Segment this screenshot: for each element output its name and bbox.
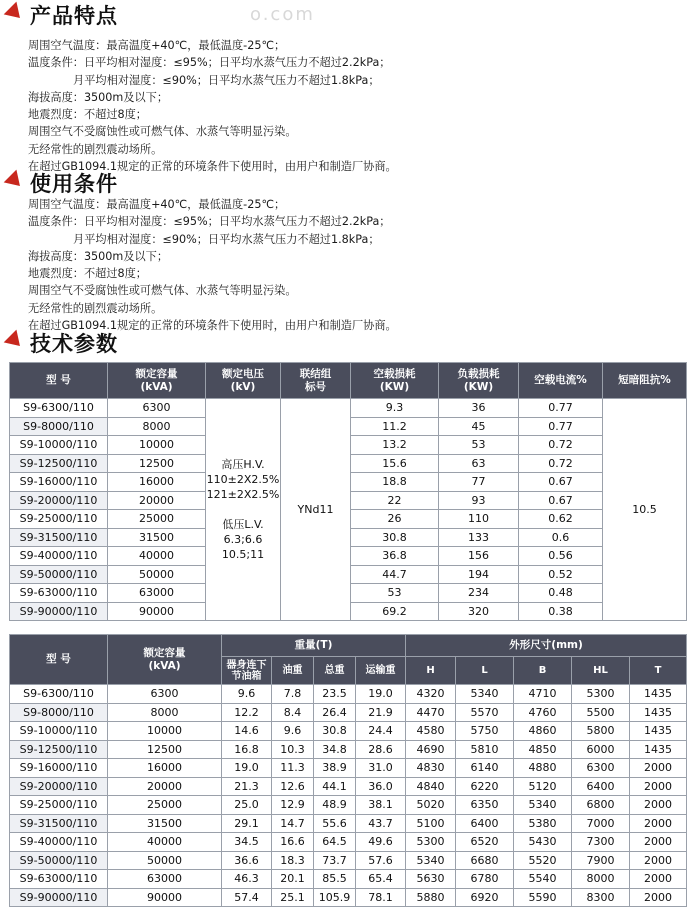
watermark: o.com [250,4,315,25]
table-row [10,399,687,418]
weight-cell: 19.0 [222,759,272,778]
dimension-cell: 5100 [406,814,456,833]
load-loss-cell: 133 [439,528,519,547]
capacity-cell: 31500 [108,814,222,833]
load-loss-cell: 93 [439,491,519,510]
model-cell: S9-10000/110 [10,722,108,741]
table1-header-cell: 型 号 [10,363,108,399]
no-load-current-cell: 0.72 [519,436,603,455]
dimension-cell: 6350 [456,796,514,815]
weight-cell: 85.5 [314,870,356,889]
weight-cell: 24.4 [356,722,406,741]
text-line: 海拔高度：3500m及以下； [28,90,169,104]
dimension-cell: 2000 [630,888,687,907]
params-heading: 技术参数 [6,330,118,356]
dimension-cell: 4860 [514,722,572,741]
dimension-cell: 4880 [514,759,572,778]
no-load-current-cell: 0.56 [519,547,603,566]
model-cell: S9-63000/110 [10,870,108,889]
load-loss-cell: 36 [439,399,519,418]
weight-cell: 105.9 [314,888,356,907]
no-load-current-cell: 0.72 [519,454,603,473]
weight-cell: 10.3 [272,740,314,759]
model-cell: S9-40000/110 [10,547,108,566]
model-cell: S9-40000/110 [10,833,108,852]
capacity-cell: 6300 [108,399,206,418]
dimension-cell: 5340 [406,851,456,870]
electrical-params-table [9,362,687,621]
dimension-cell: 2000 [630,851,687,870]
dimension-cell: 6400 [456,814,514,833]
dim-subheader: L [456,657,514,685]
dimension-cell: 5540 [514,870,572,889]
table1-header-cell: 额定电压 (kV) [206,363,281,399]
dimension-cell: 6680 [456,851,514,870]
dim-subheader: HL [572,657,630,685]
dimension-cell: 1435 [630,722,687,741]
table-row [10,685,687,704]
table-row [10,703,687,722]
impedance-cell: 10.5 [603,399,687,621]
weight-cell: 12.6 [272,777,314,796]
table1-header-cell: 空载损耗 (KW) [351,363,439,399]
load-loss-cell: 320 [439,602,519,621]
features-text [28,37,397,175]
no-load-loss-cell: 13.2 [351,436,439,455]
voltage-line: 110±2X2.5% [206,473,280,486]
no-load-current-cell: 0.67 [519,491,603,510]
table1-header-cell: 负载损耗 (KW) [439,363,519,399]
model-cell: S9-16000/110 [10,759,108,778]
dimension-cell: 2000 [630,870,687,889]
weight-cell: 48.9 [314,796,356,815]
weight-cell: 57.4 [222,888,272,907]
table-row [10,851,687,870]
load-loss-cell: 156 [439,547,519,566]
text-line: 月平均相对湿度：≤90%；日平均水蒸气压力不超过1.8kPa； [73,73,380,87]
table-row [10,796,687,815]
capacity-cell: 90000 [108,888,222,907]
dimension-cell: 5300 [406,833,456,852]
dimension-cell: 5500 [572,703,630,722]
table-row [10,870,687,889]
weight-cell: 20.1 [272,870,314,889]
no-load-current-cell: 0.6 [519,528,603,547]
model-cell: S9-25000/110 [10,796,108,815]
weight-cell: 14.6 [222,722,272,741]
weight-cell: 25.1 [272,888,314,907]
text-line: 周围空气不受腐蚀性或可燃气体、水蒸气等明显污染。 [28,125,297,139]
weight-cell: 18.3 [272,851,314,870]
dim-subheader: B [514,657,572,685]
dimension-cell: 7000 [572,814,630,833]
dimension-cell: 5880 [406,888,456,907]
weight-cell: 44.1 [314,777,356,796]
load-loss-cell: 53 [439,436,519,455]
capacity-cell: 90000 [108,602,206,621]
conditions-heading: 使用条件 [6,170,118,196]
dimension-cell: 8000 [572,870,630,889]
dimension-cell: 2000 [630,759,687,778]
load-loss-cell: 194 [439,565,519,584]
capacity-cell: 25000 [108,510,206,529]
table-row [10,833,687,852]
features-heading: 产品特点 [6,2,118,28]
capacity-cell: 16000 [108,473,206,492]
weight-cell: 9.6 [272,722,314,741]
dimension-cell: 6400 [572,777,630,796]
dimension-cell: 2000 [630,814,687,833]
dimension-cell: 4840 [406,777,456,796]
weight-cell: 46.3 [222,870,272,889]
dimension-cell: 5750 [456,722,514,741]
dimension-cell: 6520 [456,833,514,852]
text-line: 周围空气温度：最高温度+40℃，最低温度-25℃； [28,198,286,211]
weight-cell: 26.4 [314,703,356,722]
no-load-loss-cell: 22 [351,491,439,510]
table1-header-cell: 联结组 标号 [281,363,351,399]
model-cell: S9-31500/110 [10,528,108,547]
text-line: 周围空气不受腐蚀性或可燃气体、水蒸气等明显污染。 [28,284,297,298]
dimension-cell: 4470 [406,703,456,722]
capacity-cell: 31500 [108,528,206,547]
load-loss-cell: 234 [439,584,519,603]
dimension-cell: 7300 [572,833,630,852]
no-load-current-cell: 0.52 [519,565,603,584]
load-loss-cell: 45 [439,417,519,436]
weight-subheader: 总重 [314,657,356,685]
conditions-text [28,196,397,334]
weight-cell: 65.4 [356,870,406,889]
model-cell: S9-20000/110 [10,777,108,796]
no-load-loss-cell: 30.8 [351,528,439,547]
dimension-cell: 4710 [514,685,572,704]
table1-header-cell: 短暗阻抗% [603,363,687,399]
capacity-cell: 40000 [108,833,222,852]
text-line: 海拔高度：3500m及以下； [28,249,169,263]
table-row [10,740,687,759]
capacity-cell: 20000 [108,777,222,796]
dimension-cell: 1435 [630,703,687,722]
capacity-cell: 16000 [108,759,222,778]
dimension-cell: 6300 [572,759,630,778]
text-line: 月平均相对湿度：≤90%；日平均水蒸气压力不超过1.8kPa； [73,232,380,246]
dimension-cell: 6800 [572,796,630,815]
dimension-cell: 6000 [572,740,630,759]
weight-cell: 12.2 [222,703,272,722]
dimension-cell: 5340 [514,796,572,815]
table-row [10,759,687,778]
model-cell: S9-90000/110 [10,888,108,907]
weight-cell: 11.3 [272,759,314,778]
weight-cell: 14.7 [272,814,314,833]
voltage-line: 10.5;11 [221,548,265,561]
weight-subheader: 运输重 [356,657,406,685]
dimension-cell: 4580 [406,722,456,741]
dimension-cell: 5590 [514,888,572,907]
model-cell: S9-63000/110 [10,584,108,603]
dimension-cell: 5120 [514,777,572,796]
dimension-cell: 5020 [406,796,456,815]
no-load-current-cell: 0.48 [519,584,603,603]
weight-cell: 19.0 [356,685,406,704]
capacity-cell: 63000 [108,870,222,889]
dimension-cell: 5570 [456,703,514,722]
table2-header-weight: 重量(T) [222,635,406,657]
model-cell: S9-50000/110 [10,851,108,870]
red-triangle-icon [4,330,27,353]
dimension-cell: 7900 [572,851,630,870]
model-cell: S9-90000/110 [10,602,108,621]
capacity-cell: 40000 [108,547,206,566]
no-load-loss-cell: 44.7 [351,565,439,584]
table-row [10,814,687,833]
load-loss-cell: 63 [439,454,519,473]
dimension-cell: 1435 [630,685,687,704]
dimension-cell: 2000 [630,796,687,815]
text-line: 周围空气温度：最高温度+40℃，最低温度-25℃； [28,39,286,52]
capacity-cell: 20000 [108,491,206,510]
model-cell: S9-20000/110 [10,491,108,510]
table-row [10,722,687,741]
dimension-cell: 5630 [406,870,456,889]
capacity-cell: 10000 [108,436,206,455]
weight-cell: 38.9 [314,759,356,778]
weight-cell: 21.3 [222,777,272,796]
text-line: 在超过GB1094.1规定的正常的环境条件下使用时，由用户和制造厂协商。 [28,160,397,174]
model-cell: S9-6300/110 [10,685,108,704]
dimension-cell: 5300 [572,685,630,704]
model-cell: S9-12500/110 [10,454,108,473]
model-cell: S9-8000/110 [10,703,108,722]
dim-subheader: H [406,657,456,685]
model-cell: S9-8000/110 [10,417,108,436]
table-row [10,888,687,907]
rated-voltage-cell [206,399,281,621]
weight-cell: 29.1 [222,814,272,833]
no-load-current-cell: 0.38 [519,602,603,621]
capacity-cell: 12500 [108,740,222,759]
no-load-loss-cell: 36.8 [351,547,439,566]
model-cell: S9-31500/110 [10,814,108,833]
text-line: 无经常性的剧烈震动场所。 [28,301,163,315]
dimension-cell: 4690 [406,740,456,759]
capacity-cell: 50000 [108,565,206,584]
weight-cell: 7.8 [272,685,314,704]
table2-header-capacity: 额定容量 (kVA) [108,635,222,685]
dimension-cell: 5430 [514,833,572,852]
voltage-line: 6.3;6.6 [223,533,263,546]
dimension-cell: 1435 [630,740,687,759]
weight-cell: 64.5 [314,833,356,852]
dimension-cell: 4760 [514,703,572,722]
capacity-cell: 25000 [108,796,222,815]
no-load-current-cell: 0.62 [519,510,603,529]
text-line: 温度条件：日平均相对湿度：≤95%；日平均水蒸气压力不超过2.2kPa； [28,56,391,70]
weight-cell: 49.6 [356,833,406,852]
weight-cell: 38.1 [356,796,406,815]
dimension-cell: 4320 [406,685,456,704]
text-line: 在超过GB1094.1规定的正常的环境条件下使用时，由用户和制造厂协商。 [28,319,397,333]
dimension-cell: 5810 [456,740,514,759]
red-triangle-icon [4,170,27,193]
weight-cell: 16.6 [272,833,314,852]
table1-header-cell: 空载电流% [519,363,603,399]
dim-subheader: T [630,657,687,685]
weight-cell: 23.5 [314,685,356,704]
model-cell: S9-10000/110 [10,436,108,455]
dimension-cell: 5340 [456,685,514,704]
weight-cell: 9.6 [222,685,272,704]
no-load-loss-cell: 18.8 [351,473,439,492]
no-load-loss-cell: 9.3 [351,399,439,418]
dimension-cell: 5800 [572,722,630,741]
no-load-current-cell: 0.67 [519,473,603,492]
voltage-line: 高压H.V. [221,458,265,471]
weight-cell: 34.5 [222,833,272,852]
text-line: 地震烈度：不超过8度； [28,108,147,122]
no-load-loss-cell: 26 [351,510,439,529]
table2-header-model: 型 号 [10,635,108,685]
dimension-cell: 4850 [514,740,572,759]
dimension-cell: 6140 [456,759,514,778]
weight-cell: 30.8 [314,722,356,741]
weight-cell: 36.0 [356,777,406,796]
capacity-cell: 63000 [108,584,206,603]
capacity-cell: 10000 [108,722,222,741]
weight-cell: 31.0 [356,759,406,778]
voltage-line: 低压L.V. [222,518,264,531]
model-cell: S9-6300/110 [10,399,108,418]
weight-cell: 34.8 [314,740,356,759]
weight-subheader: 器身连下 节油箱 [222,657,272,685]
connection-group-cell: YNd11 [281,399,351,621]
red-triangle-icon [4,2,27,25]
weight-cell: 55.6 [314,814,356,833]
table1-header-cell: 额定容量 (kVA) [108,363,206,399]
dimension-cell: 5380 [514,814,572,833]
table-row [10,777,687,796]
table2-header-dims: 外形尺寸(mm) [406,635,687,657]
dimension-cell: 4830 [406,759,456,778]
dimension-cell: 6780 [456,870,514,889]
weight-cell: 78.1 [356,888,406,907]
dimension-cell: 2000 [630,833,687,852]
model-cell: S9-12500/110 [10,740,108,759]
capacity-cell: 12500 [108,454,206,473]
weight-cell: 12.9 [272,796,314,815]
dimension-cell: 8300 [572,888,630,907]
no-load-current-cell: 0.77 [519,417,603,436]
model-cell: S9-16000/110 [10,473,108,492]
load-loss-cell: 110 [439,510,519,529]
text-line: 无经常性的剧烈震动场所。 [28,142,163,156]
weight-cell: 25.0 [222,796,272,815]
dimension-cell: 6220 [456,777,514,796]
weight-cell: 36.6 [222,851,272,870]
weight-cell: 28.6 [356,740,406,759]
weight-dimension-table [9,634,687,907]
text-line: 地震烈度：不超过8度； [28,267,147,281]
dimension-cell: 6920 [456,888,514,907]
capacity-cell: 8000 [108,703,222,722]
capacity-cell: 50000 [108,851,222,870]
voltage-line: 121±2X2.5% [206,488,280,501]
model-cell: S9-50000/110 [10,565,108,584]
no-load-loss-cell: 15.6 [351,454,439,473]
text-line: 温度条件：日平均相对湿度：≤95%；日平均水蒸气压力不超过2.2kPa； [28,215,391,229]
capacity-cell: 8000 [108,417,206,436]
weight-cell: 73.7 [314,851,356,870]
weight-cell: 57.6 [356,851,406,870]
dimension-cell: 2000 [630,777,687,796]
weight-cell: 21.9 [356,703,406,722]
model-cell: S9-25000/110 [10,510,108,529]
weight-cell: 8.4 [272,703,314,722]
no-load-loss-cell: 69.2 [351,602,439,621]
weight-cell: 16.8 [222,740,272,759]
no-load-current-cell: 0.77 [519,399,603,418]
no-load-loss-cell: 53 [351,584,439,603]
weight-subheader: 油重 [272,657,314,685]
weight-cell: 43.7 [356,814,406,833]
load-loss-cell: 77 [439,473,519,492]
dimension-cell: 5520 [514,851,572,870]
no-load-loss-cell: 11.2 [351,417,439,436]
capacity-cell: 6300 [108,685,222,704]
